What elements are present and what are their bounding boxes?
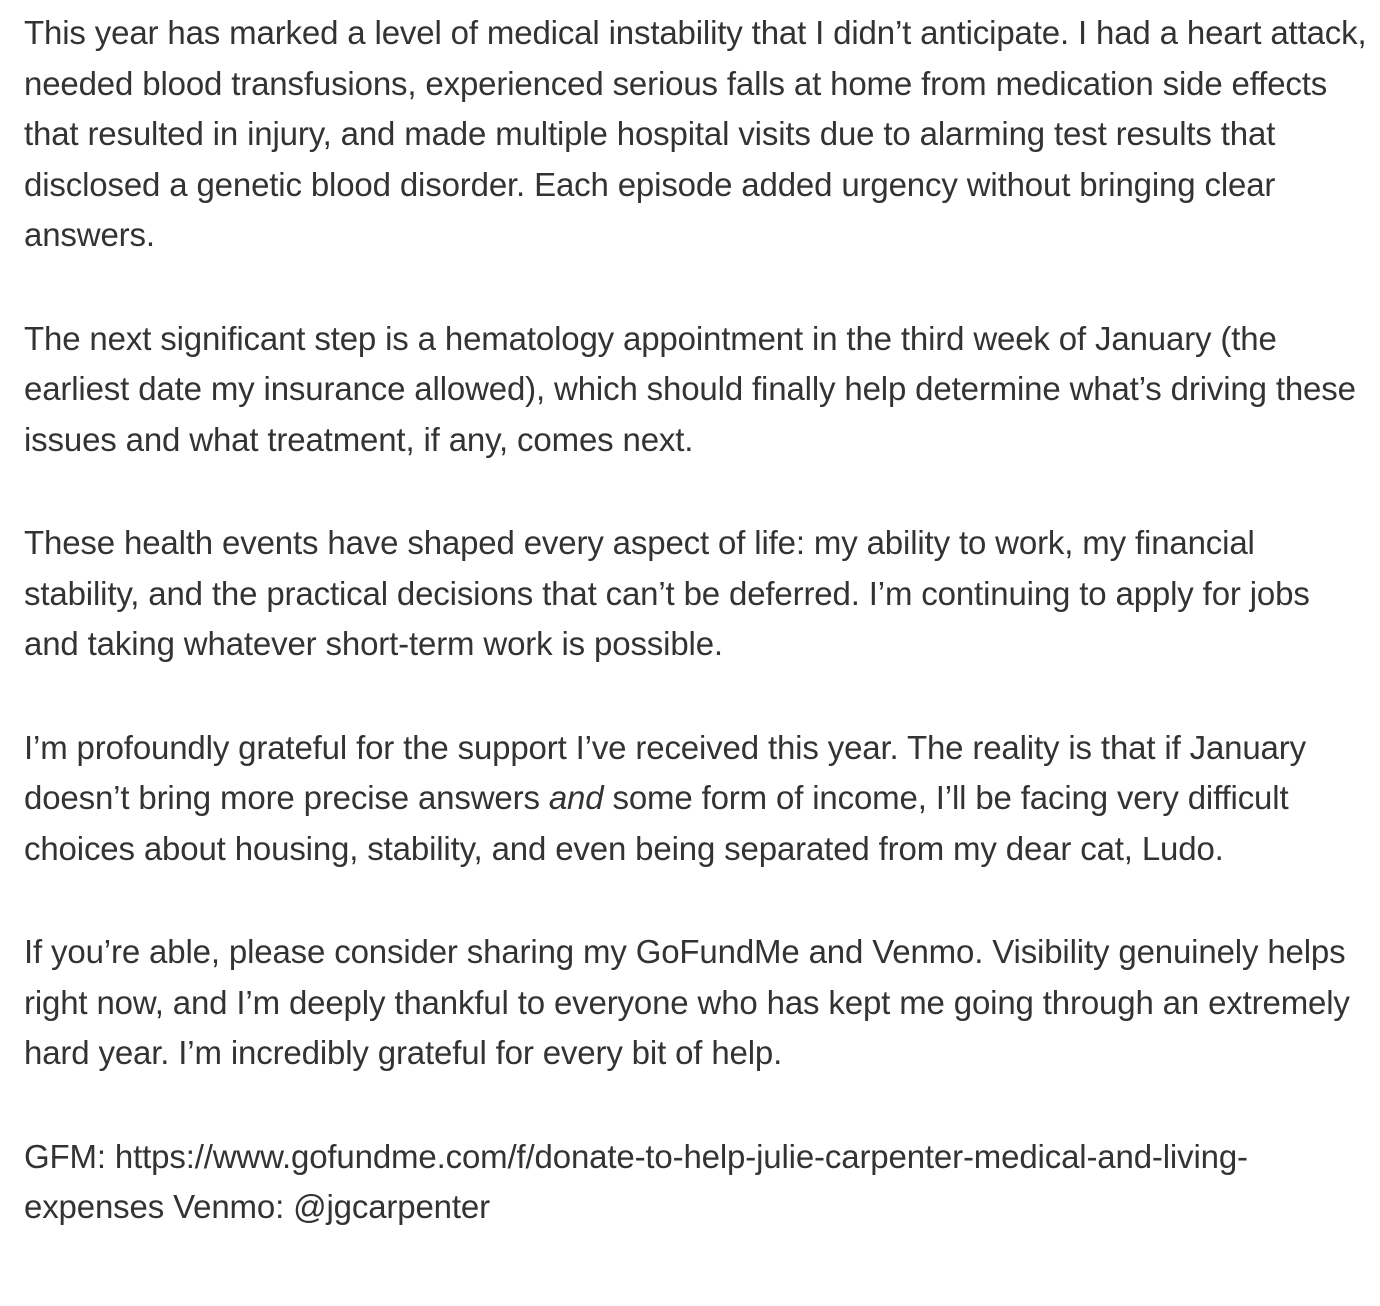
gratitude-text-before: I’m profoundly grateful for the support I’ve received this year. The reality is that if January doesn’t bring more precise answers bbox=[24, 728, 1306, 816]
paragraph-hematology-appointment: The next significant step is a hematology appointment in the third week of January (the earliest date my insurance allowed), which should finally help determine what’s driving these issues and what treatment, if any, comes next. bbox=[24, 319, 1356, 458]
gratitude-text-after: some form of income, I’ll be facing very difficult choices about housing, stability, and even being separated from my dear cat, Ludo. bbox=[24, 779, 1289, 867]
paragraph-medical-instability: This year has marked a level of medical instability that I didn’t anticipate. I had a heart attack, needed blood transfusions, experienced serious falls at home from medication side effects that resulted in injury, and made multiple hospital visits due to alarming test results that disclosed a genetic blood disorder. Each episode added urgency without bringing clear answers. bbox=[24, 14, 1367, 253]
post-body bbox=[24, 8, 1369, 1233]
venmo-label: Venmo: bbox=[164, 1188, 294, 1225]
gfm-label: GFM: bbox=[24, 1137, 115, 1175]
gfm-link[interactable]: https://www.gofundme.com/f/donate-to-help-julie-carpenter-medical-and-living-expenses bbox=[24, 1137, 1248, 1225]
paragraph-gratitude bbox=[24, 723, 1369, 875]
paragraph-donation-links bbox=[24, 1132, 1369, 1233]
paragraph-sharing-request: If you’re able, please consider sharing my GoFundMe and Venmo. Visibility genuinely helps right now, and I’m deeply thankful to everyone who has kept me going through an extremely hard year. I’m incredibly grateful for every bit of help. bbox=[24, 933, 1350, 1071]
emphasis-and: and bbox=[548, 779, 604, 816]
paragraph-health-impact: These health events have shaped every aspect of life: my ability to work, my financial stability, and the practical decisions that can’t be deferred. I’m continuing to apply for jobs and taking whatever short-term work is possible. bbox=[24, 524, 1310, 662]
venmo-handle[interactable]: @jgcarpenter bbox=[293, 1188, 490, 1225]
